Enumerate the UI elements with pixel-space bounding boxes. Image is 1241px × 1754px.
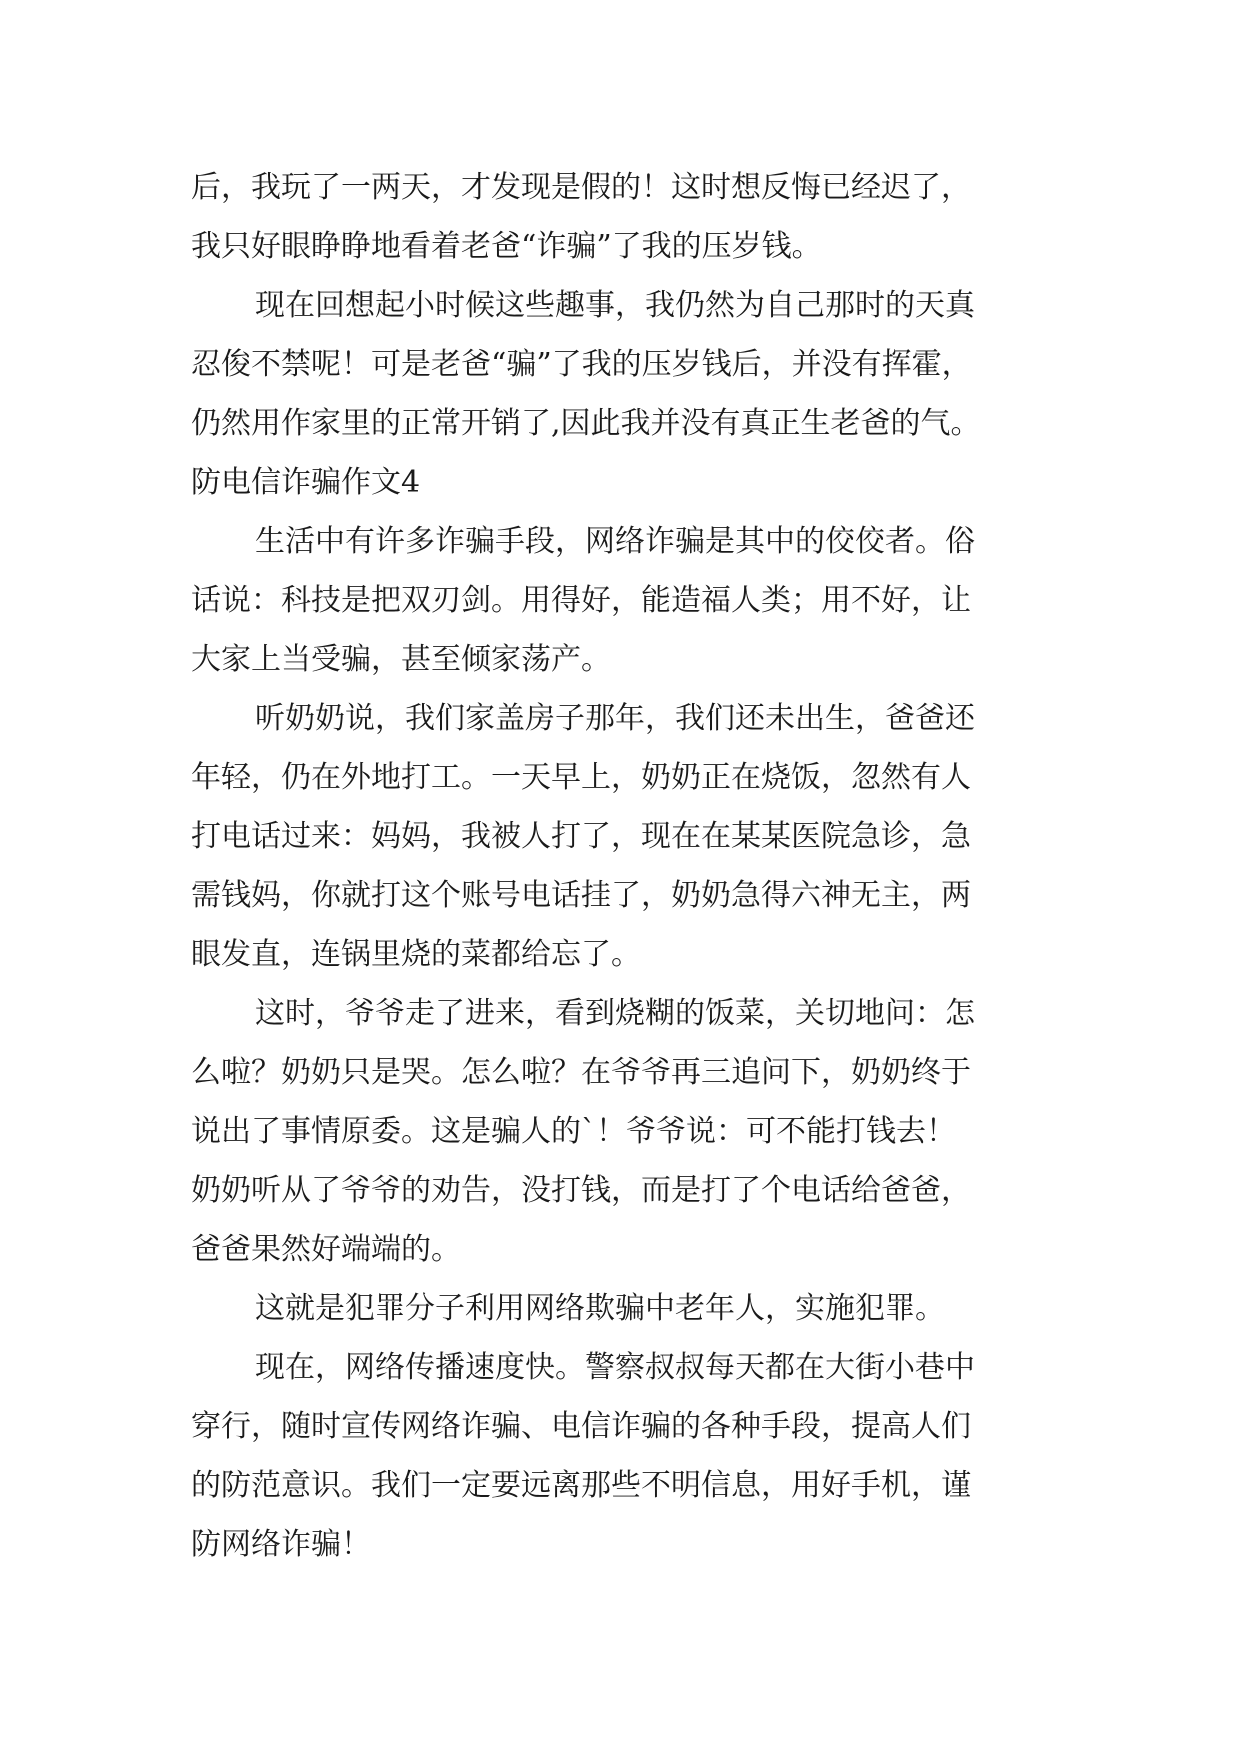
text-line: 防网络诈骗！ xyxy=(191,1527,371,1562)
section-heading: 防电信诈骗作文4 xyxy=(191,465,421,500)
text-line: 的防范意识。我们一定要远离那些不明信息，用好手机，谨 xyxy=(191,1468,971,1503)
paragraph-first-line: 这时，爷爷走了进来，看到烧糊的饭菜，关切地问：怎 xyxy=(255,996,975,1031)
text-line: 打电话过来：妈妈，我被人打了，现在在某某医院急诊，急 xyxy=(191,819,971,854)
document-body xyxy=(191,158,1071,1574)
text-line: 说出了事情原委。这是骗人的`！爷爷说：可不能打钱去！ xyxy=(191,1114,956,1149)
paragraph-first-line: 听奶奶说，我们家盖房子那年，我们还未出生，爸爸还 xyxy=(255,701,975,736)
text-line: 奶奶听从了爷爷的劝告，没打钱，而是打了个电话给爸爸， xyxy=(191,1173,971,1208)
text-line: 后，我玩了一两天，才发现是假的！这时想反悔已经迟了， xyxy=(191,170,971,205)
text-line: 话说：科技是把双刃剑。用得好，能造福人类；用不好，让 xyxy=(191,583,971,618)
text-line: 年轻，仍在外地打工。一天早上，奶奶正在烧饭，忽然有人 xyxy=(191,760,971,795)
paragraph-first-line: 这就是犯罪分子利用网络欺骗中老年人，实施犯罪。 xyxy=(255,1291,945,1326)
text-line: 大家上当受骗，甚至倾家荡产。 xyxy=(191,642,611,677)
text-line: 眼发直，连锅里烧的菜都给忘了。 xyxy=(191,937,641,972)
text-line: 忍俊不禁呢！可是老爸“骗”了我的压岁钱后，并没有挥霍， xyxy=(191,347,972,382)
text-line: 么啦？奶奶只是哭。怎么啦？在爷爷再三追问下，奶奶终于 xyxy=(191,1055,971,1090)
text-line: 我只好眼睁睁地看着老爸“诈骗”了我的压岁钱。 xyxy=(191,229,822,264)
text-line: 穿行，随时宣传网络诈骗、电信诈骗的各种手段，提高人们 xyxy=(191,1409,971,1444)
text-line: 需钱妈，你就打这个账号电话挂了，奶奶急得六神无主，两 xyxy=(191,878,971,913)
paragraph-first-line: 现在，网络传播速度快。警察叔叔每天都在大街小巷中 xyxy=(255,1350,975,1385)
paragraph-first-line: 生活中有许多诈骗手段，网络诈骗是其中的佼佼者。俗 xyxy=(255,524,975,559)
text-line: 仍然用作家里的正常开销了,因此我并没有真正生老爸的气。 xyxy=(191,406,981,441)
text-line: 爸爸果然好端端的。 xyxy=(191,1232,461,1267)
paragraph-first-line: 现在回想起小时候这些趣事，我仍然为自己那时的天真 xyxy=(255,288,975,323)
